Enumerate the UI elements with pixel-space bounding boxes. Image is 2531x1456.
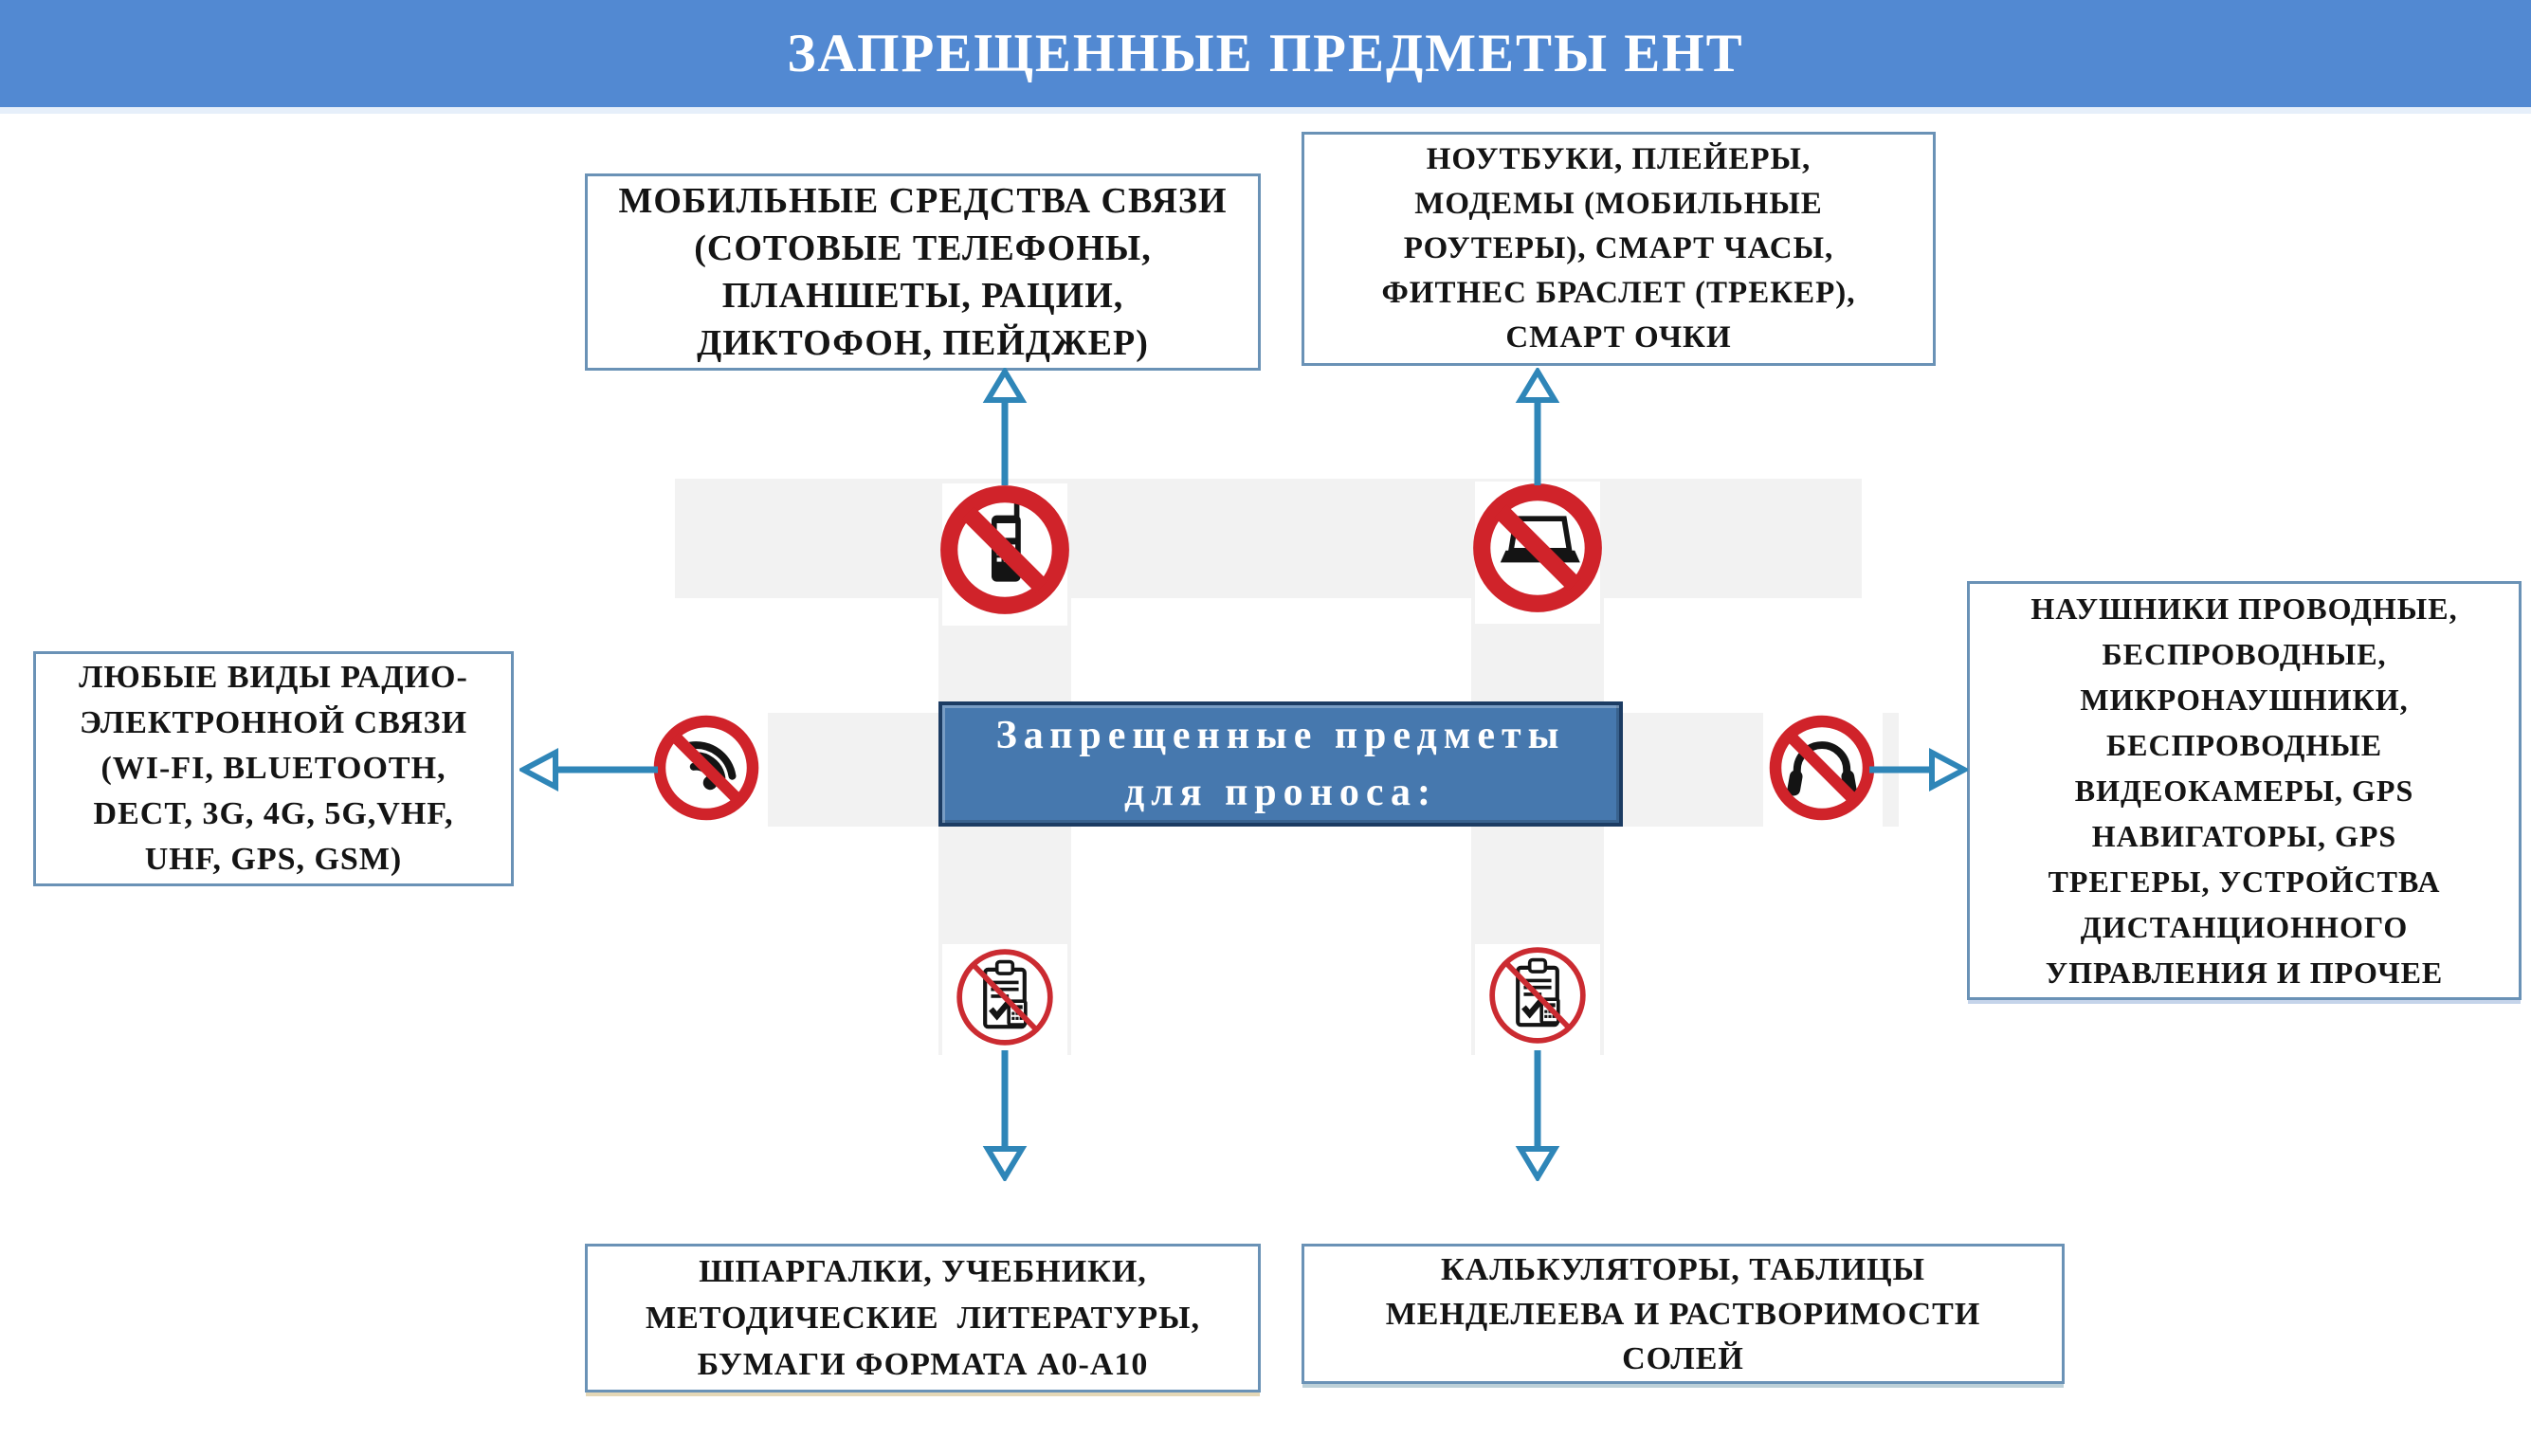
box-text-line: ЛЮБЫЕ ВИДЫ РАДИО- [79,660,468,695]
box-text-line: НОУТБУКИ, ПЛЕЙЕРЫ, [1426,142,1812,176]
box-text-line: МОДЕМЫ (МОБИЛЬНЫЕ [1414,187,1823,221]
box-text-line: КАЛЬКУЛЯТОРЫ, ТАБЛИЦЫ [1441,1251,1925,1287]
box-text-line: (WI-FI, BLUETOOTH, [100,751,446,786]
box-text-line: БЕСПРОВОДНЫЕ, [2102,637,2387,671]
arrow-left-icon [519,741,658,798]
arrow-down-icon [976,1050,1033,1181]
box-mobile-devices [585,173,1261,371]
box-calculators-tables [1302,1244,2065,1384]
header-banner [0,0,2531,107]
box-text-line: ФИТНЕС БРАСЛЕТ (ТРЕКЕР), [1381,276,1856,310]
box-text-line: БУМАГИ ФОРМАТА А0-А10 [697,1347,1149,1382]
box-text-line: НАВИГАТОРЫ, GPS [2091,819,2397,853]
header-divider [0,107,2531,114]
arrow-up-icon [1509,368,1566,485]
box-text-line: УПРАВЛЕНИЯ И ПРОЧЕЕ [2045,956,2444,990]
arrow-down-icon [1509,1050,1566,1181]
box-text-line: СОЛЕЙ [1622,1340,1744,1376]
box-text-line: МЕТОДИЧЕСКИЕ ЛИТЕРАТУРЫ, [646,1301,1200,1336]
box-text-line: ЭЛЕКТРОННОЙ СВЯЗИ [79,705,468,740]
box-text-line: UHF, GPS, GSM) [144,842,403,877]
box-text-line: РОУТЕРЫ), СМАРТ ЧАСЫ, [1403,231,1834,265]
no-wifi-icon [652,714,760,822]
no-laptop-icon [1471,482,1604,614]
box-cheat-sheets [585,1244,1261,1392]
box-text-line: БЕСПРОВОДНЫЕ [2105,728,2383,762]
box-text-line: ДИСТАНЦИОННОГО [2080,910,2409,944]
box-text-line: СМАРТ ОЧКИ [1505,320,1732,355]
box-headphones-devices [1967,581,2522,1000]
box-text-line: ТРЕГЕРЫ, УСТРОЙСТВА [2048,864,2441,899]
center-title-line1: Запрещенные предметы [995,714,1566,757]
no-cheat-sheet-icon [956,948,1054,1046]
center-title-box [938,701,1623,827]
box-text-line: МИКРОНАУШНИКИ, [2080,682,2409,717]
box-text-line: НАУШНИКИ ПРОВОДНЫЕ, [2030,592,2458,626]
box-text-line: (СОТОВЫЕ ТЕЛЕФОНЫ, [694,228,1152,268]
box-text-line: DECT, 3G, 4G, 5G,VHF, [93,796,454,831]
box-text-line: ДИКТОФОН, ПЕЙДЖЕР) [697,323,1149,363]
center-title-line2: для проноса: [1124,771,1437,814]
arrow-up-icon [976,368,1033,485]
no-headphones-icon [1768,714,1876,822]
no-phone-icon [938,483,1071,616]
decor-band-top [675,479,1862,598]
box-text-line: ПЛАНШЕТЫ, РАЦИИ, [721,276,1124,316]
box-text-line: ВИДЕОКАМЕРЫ, GPS [2074,774,2414,808]
box-radio-electronic [33,651,514,886]
arrow-right-icon [1869,741,1968,798]
box-text-line: ШПАРГАЛКИ, УЧЕБНИКИ, [699,1254,1147,1289]
box-text-line: МОБИЛЬНЫЕ СРЕДСТВА СВЯЗИ [618,181,1228,221]
box-laptops-players [1302,132,1936,366]
box-text-line: МЕНДЕЛЕЕВА И РАСТВОРИМОСТИ [1385,1296,1981,1332]
no-calculator-icon [1488,946,1587,1045]
page-title: ЗАПРЕЩЕННЫЕ ПРЕДМЕТЫ ЕНТ [787,24,1744,83]
